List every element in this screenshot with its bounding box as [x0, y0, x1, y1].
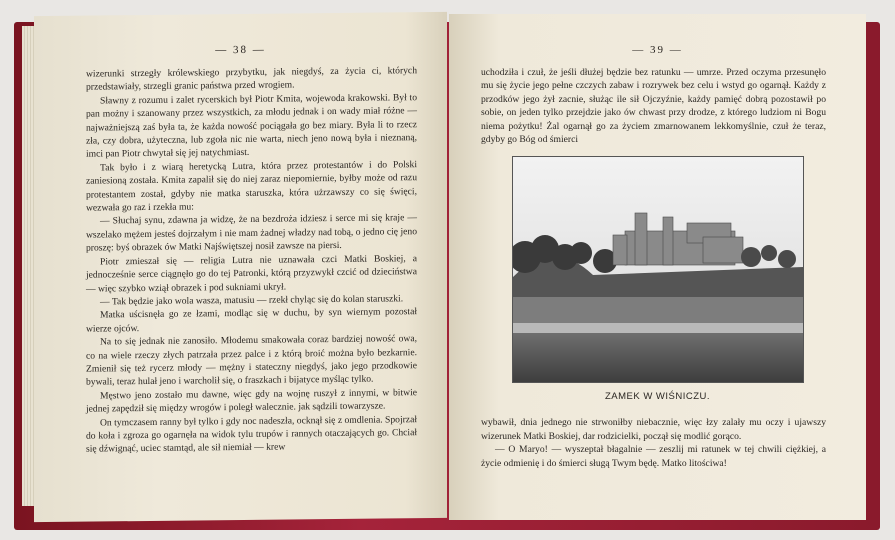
paragraph: Tak było i z wiarą heretycką Lutra, która przez protestantów i do Polski zaniesioną została. Kmita zapalił się do niej zaraz niepomiernie, byłby może od razu protestantem został, gdyby nie matka staruszka, która użrzawszy co się święci, wezwała go raz i rzekła mu: [86, 158, 417, 214]
paragraph: Na to się jednak nie zanosiło. Młodemu smakowała coraz bardziej nowość owa, co na wiele rzeczy złych patrzała przez palce i z którą broić można było bezkarnie. Zmienił się też rycerz młody — mężny i stateczny niegdyś, jako jego przodkowie bywali, teraz hulał jeno i warcholił się, o fraszkach i bijatyce myśląc tylko. [86, 333, 417, 388]
right-page-text-bottom [449, 416, 866, 470]
paragraph: — Słuchaj synu, zdawna ja widzę, że na bezdroża idziesz i serce mi się kraje — wszelako mężem jesteś dojrzałym i nie mam żadnej władzy nad tobą, o jedno cię jeno proszę: byś obrazek ów Matki Najświętszej nosił zawsze na piersi. [86, 212, 417, 254]
castle-photograph [512, 156, 804, 383]
river [513, 323, 803, 333]
left-page [34, 12, 447, 522]
paragraph: On tymczasem ranny był tylko i gdy noc nadeszła, ocknął się z omdlenia. Spojrzał do koła i zgroza go ogarnęła na widok tylu trupów i rannych otaczających go. Chciał się dźwignąć, uciec stamtąd, ale sił niemiał — krew [86, 413, 417, 455]
paragraph: Piotr zmieszał się — religia Lutra nie uznawała czci Matki Boskiej, a jednocześnie serce ciągnęło go do tej Patronki, którą przyzwykł czcić od dzieciństwa — więc szybko wziął obrazek i pod sukniami ukrył. [86, 252, 417, 295]
meadow [513, 333, 803, 382]
castle-illustration [513, 157, 803, 382]
slope [513, 297, 803, 325]
paragraph: wybawił, dnia jednego nie strwoniłby niebacznie, więc łzy zalały mu oczy i ujawszy wizerunek Matki Boskiej, dar rodzicielki, począł się modlić gorąco. [481, 417, 826, 442]
page-number-left: — 38 — [215, 43, 266, 57]
right-page [449, 14, 866, 520]
paragraph: uchodziła i czuł, że jeśli dłużej będzie bez ratunku — umrze. Przed oczyma przesunęło mu się życie jego pełne czczych zabaw i rozrywek bez celu i wstyd go ogarnął. Każdy z przodków jego żył zacnie, służąc ile sił Ojczyźnie, każdy pamięć dobrą pozostawił po sobie, on jeden tylko przejdzie jako ów chwast przy drodze, z którego ludziom ni Bogu niema pożytku! Żal ogarnął go za życiem zmarnowanem lekkomyślnie, czuł że teraz, gdyby go Bóg od śmierci [481, 67, 826, 146]
paragraph: Matka uścisnęła go ze łzami, modląc się w duchu, by syn wiernym pozostał wierze ojców. [86, 306, 417, 335]
figure-caption: ZAMEK W WIŚNICZU. [604, 391, 711, 403]
right-page-text-top [449, 66, 866, 146]
paragraph: wizerunki strzegły królewskiego przybytku, jak niegdyś, za życia ci, których przedstawiały, strzegli granic państwa przed wrogiem. [86, 65, 417, 94]
paragraph: Sławny z rozumu i zalet rycerskich był Piotr Kmita, wojewoda krakowski. Był to pan możny i szanowany przez wszystkich, za młodu jednak i on wady miał różne — najważniejszą zaś była ta, że każda nowość pociągała go bez miary. Była li to rzecz zła, czy dobra, użyteczna, lub zgoła nic nie warta, niech jeno nową była i nieznaną, imci pan Piotr chwytał się jej natychmiast. [86, 91, 417, 161]
page-number-right: — 39 — [632, 44, 683, 56]
paragraph: Męstwo jeno zostało mu dawne, więc gdy na wojnę ruszył z innymi, w bitwie jednej zapędził się między wrogów i poległ walecznie. jak sądzili towarzysze. [86, 386, 417, 415]
left-page-text [34, 64, 447, 457]
paragraph: — O Maryo! — wyszeptał błagalnie — zeszlij mi ratunek w tej chwili ciężkiej, a życie odmienię i do śmierci sługą Twym będę. Matko litościwa! [481, 444, 826, 469]
paragraph: — Tak będzie jako wola wasza, matusiu — rzekł chyląc się do kolan staruszki. [100, 293, 404, 308]
